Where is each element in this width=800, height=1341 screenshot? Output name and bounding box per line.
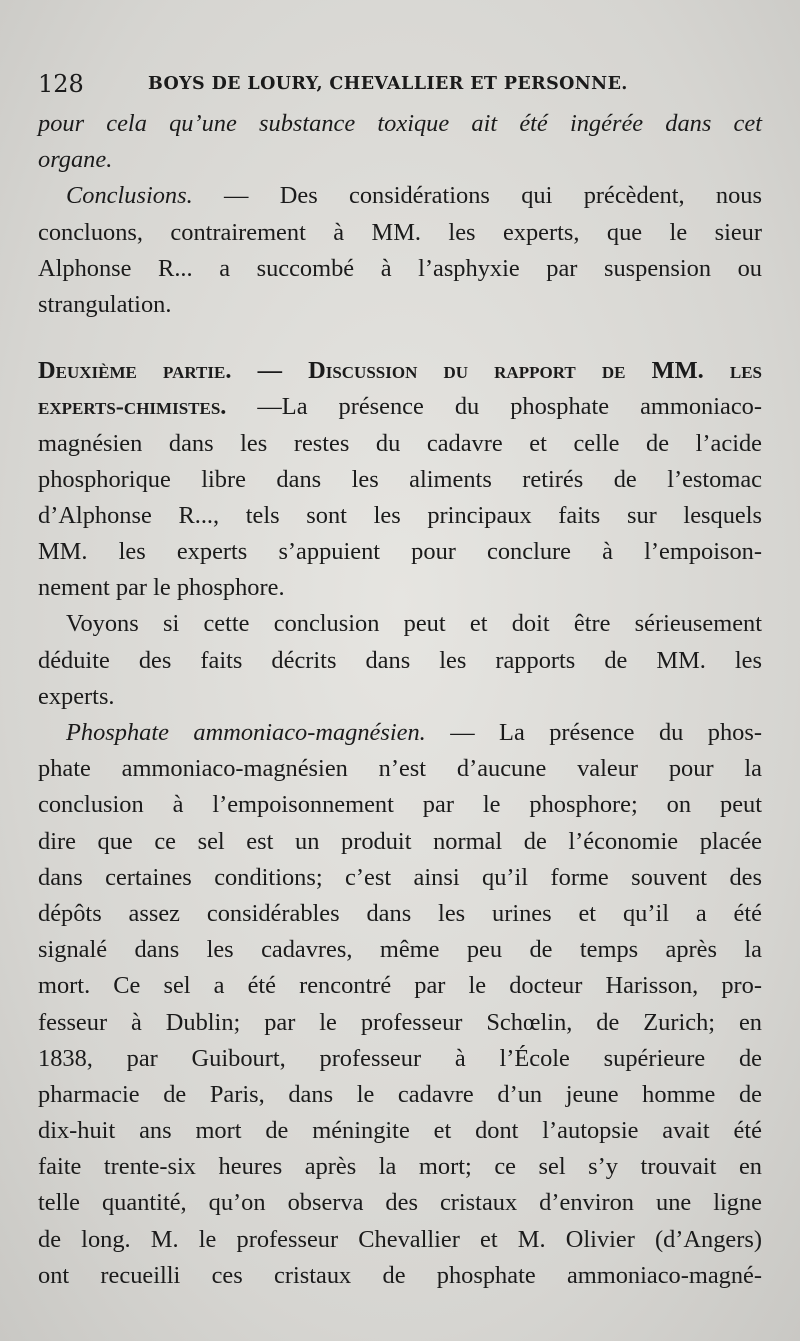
- text-line: 1838, par Guibourt, professeur à l’École supérieure de: [38, 1044, 762, 1072]
- body-text: [38, 106, 762, 1294]
- text-line: MM. les experts s’appuient pour conclure à l’empoison-: [38, 538, 762, 566]
- text-line: dix-huit ans mort de méningite et dont l’autopsie avait été: [38, 1117, 762, 1145]
- text-line: dans certaines conditions; c’est ainsi qu’il forme souvent des: [38, 863, 762, 891]
- page-number: 128: [38, 70, 84, 98]
- text-line: pour cela qu’une substance toxique ait été ingérée dans cet: [38, 110, 762, 137]
- text-line: conclusion à l’empoisonnement par le phosphore; on peut: [38, 791, 762, 819]
- phosphate-label: Phosphate ammoniaco-magnésien.: [66, 719, 426, 746]
- text-line: de long. M. le professeur Chevallier et M. Olivier (d’Angers): [38, 1225, 762, 1253]
- text-line: magnésien dans les restes du cadavre et celle de l’acide: [38, 429, 762, 457]
- page-header: [38, 70, 758, 106]
- text-line: phate ammoniaco-magnésien n’est d’aucune valeur pour la: [38, 755, 762, 783]
- text-line: fesseur à Dublin; par le professeur Schœlin, de Zurich; en: [38, 1008, 762, 1036]
- text-line: Voyons si cette conclusion peut et doit être sérieusement: [66, 610, 762, 638]
- text-line: nement par le phosphore.: [38, 574, 285, 602]
- text-line: déduite des faits décrits dans les rapports de MM. les: [38, 646, 762, 674]
- text-line: dire que ce sel est un produit normal de l’économie placée: [38, 827, 762, 855]
- conclusions-label: Conclusions.: [66, 182, 193, 210]
- text-line: ont recueilli ces cristaux de phosphate ammoniaco-magné-: [38, 1261, 762, 1289]
- text-line: organe.: [38, 146, 113, 174]
- text-line: Conclusions. — Des considérations qui précèdent, nous: [66, 182, 762, 210]
- text-line: mort. Ce sel a été rencontré par le docteur Harisson, pro-: [38, 972, 762, 1000]
- text-line: experts.: [38, 682, 115, 710]
- text-line: Alphonse R... a succombé à l’asphyxie par suspension ou: [38, 254, 762, 282]
- section-gap: [38, 323, 762, 353]
- running-title: BOYS DE LOURY, CHEVALLIER ET PERSONNE.: [148, 74, 628, 94]
- section-heading: Deuxième partie. — Discussion du rapport de MM. les: [38, 357, 762, 385]
- text-line: d’Alphonse R..., tels sont les principaux faits sur lesquels: [38, 501, 762, 529]
- text-line: phosphorique libre dans les aliments retirés de l’estomac: [38, 465, 762, 493]
- text-line: Phosphate ammoniaco-magnésien. — La présence du phos-: [66, 719, 762, 746]
- text-line: experts-chimistes. —La présence du phosphate ammoniaco-: [38, 393, 762, 421]
- text-line: faite trente-six heures après la mort; ce sel s’y trouvait en: [38, 1153, 762, 1181]
- text-line: pharmacie de Paris, dans le cadavre d’un jeune homme de: [38, 1080, 762, 1108]
- text-line: strangulation.: [38, 290, 172, 318]
- text-line: signalé dans les cadavres, même peu de temps après la: [38, 936, 762, 964]
- text-line: telle quantité, qu’on observa des cristaux d’environ une ligne: [38, 1189, 762, 1217]
- text-line: concluons, contrairement à MM. les experts, que le sieur: [38, 218, 762, 246]
- text-line: dépôts assez considérables dans les urines et qu’il a été: [38, 899, 762, 927]
